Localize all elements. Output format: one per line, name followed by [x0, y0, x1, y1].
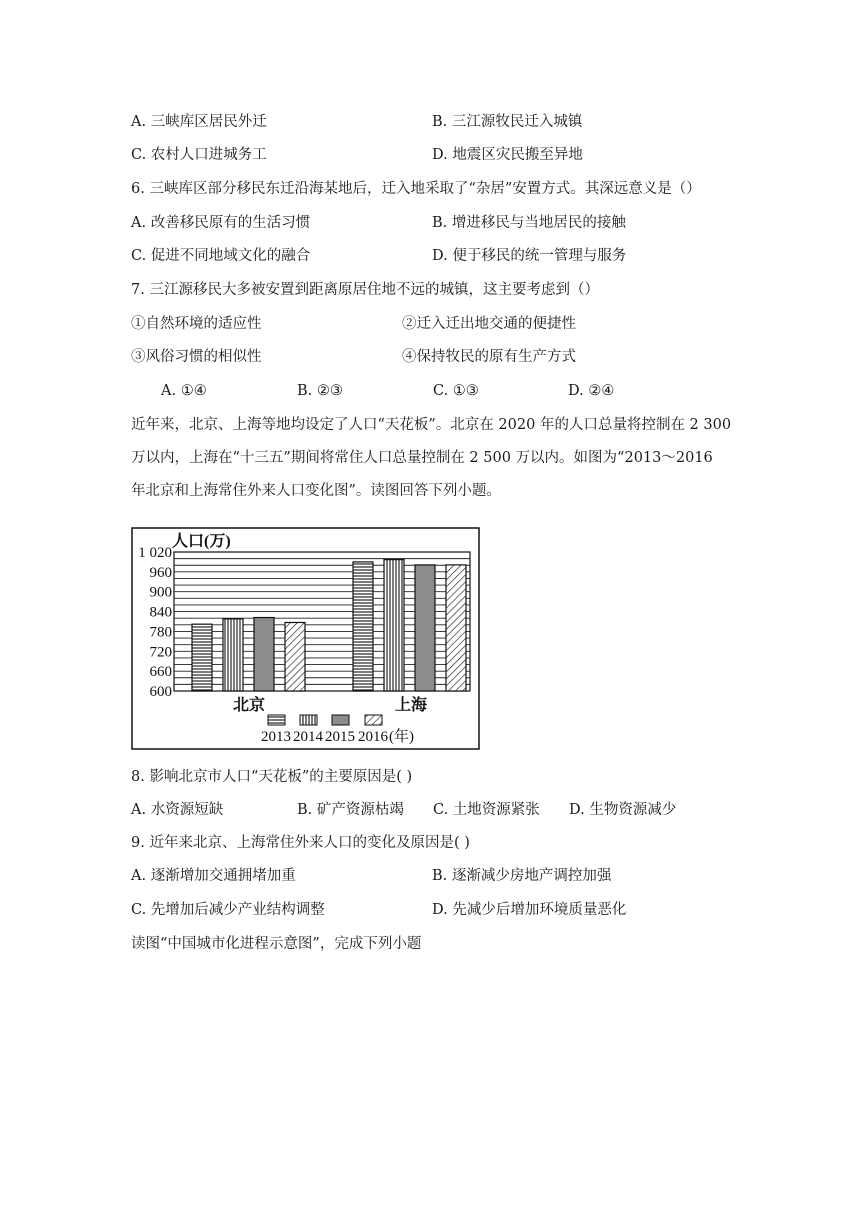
q7-option-d: D. ②④ [568, 383, 615, 399]
chart-intro-paragraph [131, 415, 741, 501]
y-tick-label: 960 [149, 564, 172, 581]
legend-label-2014: 2014 [293, 729, 323, 745]
bar-2014-shanghai [384, 560, 404, 691]
y-axis-label: 人口(万) [172, 533, 231, 550]
q9-option-a: A. 逐渐增加交通拥堵加重 [131, 868, 296, 884]
q9-option-c: C. 先增加后减少产业结构调整 [131, 902, 325, 918]
q7-statement-1: ①自然环境的适应性 [131, 316, 262, 332]
q7-option-b: B. ②③ [297, 383, 343, 399]
q5-option-b: B. 三江源牧民迁入城镇 [432, 114, 583, 130]
bar-2014-beijing [223, 619, 243, 691]
y-tick-label: 720 [149, 644, 172, 661]
legend-swatch-2015 [332, 715, 349, 725]
q8-option-b: B. 矿产资源枯竭 [297, 802, 404, 818]
legend-label-2013: 2013 [261, 729, 291, 745]
q5-option-a: A. 三峡库区居民外迁 [131, 114, 267, 130]
q8-option-a: A. 水资源短缺 [131, 802, 224, 818]
y-tick-label: 660 [149, 664, 172, 681]
y-tick-label: 900 [149, 584, 172, 601]
q9-option-d: D. 先减少后增加环境质量恶化 [432, 902, 627, 918]
q5-option-d: D. 地震区灾民搬至异地 [432, 147, 583, 163]
legend-unit-label: (年) [389, 729, 414, 745]
q7-statement-3: ③风俗习惯的相似性 [131, 349, 262, 365]
y-tick-label: 780 [149, 624, 172, 641]
y-tick-label: 1 020 [138, 545, 172, 561]
legend-label-2015: 2015 [325, 729, 355, 745]
q6-option-b: B. 增进移民与当地居民的接触 [432, 215, 626, 231]
population-bar-chart [131, 527, 480, 750]
next-section-intro: 读图“中国城市化进程示意图”，完成下列小题 [131, 936, 422, 952]
bar-2013-shanghai [353, 562, 373, 691]
q6-stem: 6. 三峡库区部分移民东迁沿海某地后，迁入地采取了“杂居”安置方式。其深远意义是（） [131, 181, 701, 197]
q7-option-a: A. ①④ [161, 383, 207, 399]
q7-statement-4: ④保持牧民的原有生产方式 [402, 349, 576, 365]
category-label-shanghai: 上海 [394, 697, 428, 714]
intro-line-2: 万以内，上海在“十三五”期间将常住人口总量控制在 2 500 万以内。如图为“2013～2016 [131, 450, 713, 466]
q7-stem: 7. 三江源移民大多被安置到距离原居住地不远的城镇，这主要考虑到（） [131, 282, 599, 298]
y-tick-label: 600 [149, 684, 172, 700]
q7-statement-2: ②迁入迁出地交通的便捷性 [402, 316, 576, 332]
q9-option-b: B. 逐渐减少房地产调控加强 [432, 868, 612, 884]
legend-label-2016: 2016 [358, 729, 388, 745]
intro-line-3: 年北京和上海常住外来人口变化图”。读图回答下列小题。 [131, 483, 501, 499]
category-label-beijing: 北京 [232, 697, 266, 714]
q7-option-c: C. ①③ [433, 383, 479, 399]
q8-option-c: C. 土地资源紧张 [433, 802, 540, 818]
bar-2015-beijing [254, 618, 274, 691]
y-tick-label: 840 [149, 604, 172, 621]
bar-2015-shanghai [415, 565, 435, 691]
q9-stem: 9. 近年来北京、上海常住外来人口的变化及原因是( ) [131, 835, 470, 851]
bar-2016-shanghai [446, 565, 466, 691]
q6-option-d: D. 便于移民的统一管理与服务 [432, 248, 627, 264]
intro-line-1: 近年来，北京、上海等地均设定了人口“天花板”。北京在 2020 年的人口总量将控制在 2 300 [131, 417, 732, 433]
q6-option-c: C. 促进不同地域文化的融合 [131, 248, 311, 264]
legend-swatch-2013 [268, 715, 285, 725]
q6-option-a: A. 改善移民原有的生活习惯 [131, 215, 311, 231]
bar-2013-beijing [192, 624, 212, 691]
q8-stem: 8. 影响北京市人口“天花板”的主要原因是( ) [131, 769, 413, 785]
bar-2016-beijing [285, 622, 305, 691]
q8-option-d: D. 生物资源减少 [569, 802, 677, 818]
q5-option-c: C. 农村人口进城务工 [131, 147, 267, 163]
legend-swatch-2014 [300, 715, 317, 725]
chart-canvas [131, 527, 480, 750]
legend-swatch-2016 [365, 715, 382, 725]
